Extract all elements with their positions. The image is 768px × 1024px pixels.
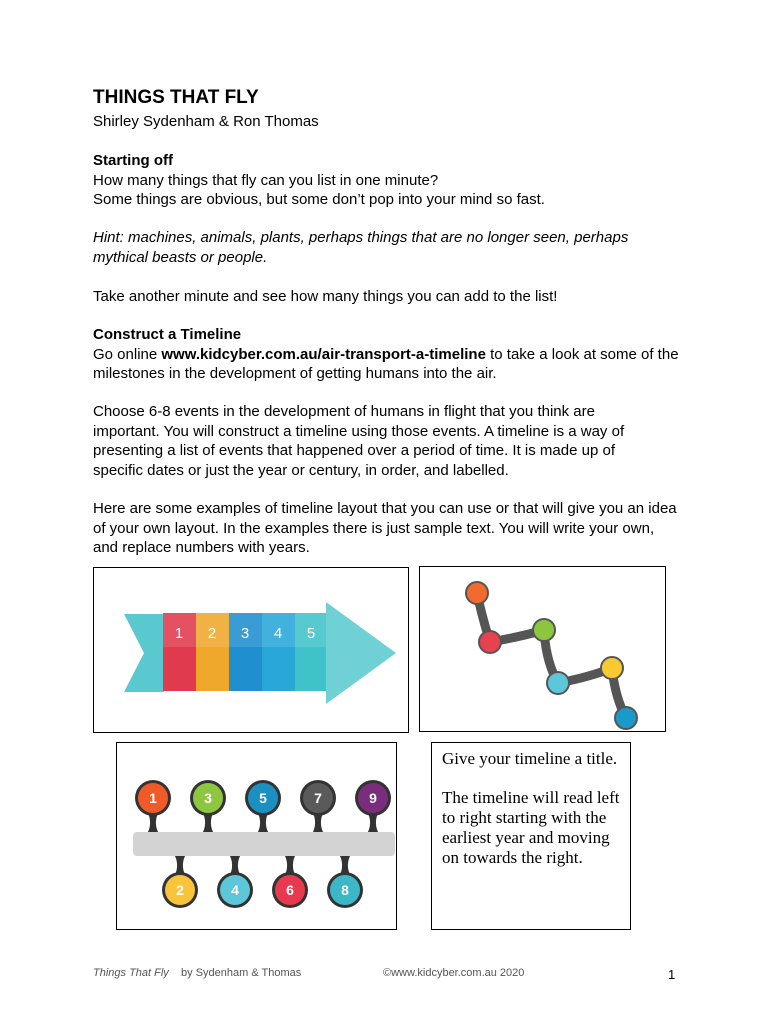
go-online-text: Go online [93, 345, 158, 363]
zigzag-dot [466, 582, 488, 604]
pin-number: 3 [204, 790, 212, 806]
footer-left [93, 967, 301, 979]
arrow-timeline-box [93, 567, 409, 733]
arrow-segment-number: 4 [273, 625, 283, 642]
choose-events-text: Choose 6-8 events in the development of humans in flight that you think are important. You will construct a timeline using those events. A timeline is a way of presenting a list of events that happened over a period of time. It is made up of specific dates or just the year or century, in order, and labelled. [93, 403, 625, 479]
go-online-paragraph [93, 345, 683, 384]
pin-number: 1 [149, 790, 157, 806]
arrow-segment-number: 2 [207, 625, 217, 642]
pin-number: 4 [231, 882, 239, 898]
pin-timeline-bar [133, 832, 395, 856]
note-direction-text: The timeline will read left to right starting with the earliest year and moving on towards the right. [442, 788, 620, 867]
pin-number: 7 [314, 790, 322, 806]
note-box [431, 742, 631, 930]
pin-timeline-graphic [117, 743, 397, 930]
construct-section [93, 325, 683, 384]
pin-timeline-box [116, 742, 397, 930]
timeline-link[interactable]: www.kidcyber.com.au/air-transport-a-timeline [161, 345, 486, 363]
construct-heading: Construct a Timeline [93, 326, 242, 343]
pin-number: 9 [369, 790, 377, 806]
starting-heading: Starting off [93, 152, 173, 169]
footer-copyright: ©www.kidcyber.com.au 2020 [383, 967, 525, 979]
page-number: 1 [668, 967, 676, 982]
footer-title: Things That Fly [93, 967, 169, 979]
starting-line-1: How many things that fly can you list in one minute? [93, 171, 439, 189]
pin-number: 6 [286, 882, 294, 898]
authors: Shirley Sydenham & Ron Thomas [93, 113, 319, 130]
zigzag-dot [533, 619, 555, 641]
pin-number: 5 [259, 790, 267, 806]
zigzag-dot [547, 672, 569, 694]
link-after-text: to take a look at some of the milestones in the development of getting humans into the air. [93, 345, 679, 382]
zigzag-dot [615, 707, 637, 729]
examples-section [93, 499, 678, 558]
another-minute-section [93, 287, 693, 307]
arrow-segments [163, 613, 328, 691]
zigzag-timeline-graphic [420, 567, 666, 732]
page-title: THINGS THAT FLY [93, 87, 259, 108]
starting-section [93, 151, 693, 210]
arrow-timeline-graphic [94, 568, 409, 733]
zigzag-path [477, 593, 626, 718]
hint-section [93, 228, 663, 267]
pin-number: 2 [176, 882, 184, 898]
zigzag-dot [601, 657, 623, 679]
choose-events-section [93, 402, 633, 480]
arrow-segment-number: 5 [306, 625, 316, 642]
zigzag-dot [479, 631, 501, 653]
arrow-head [326, 602, 396, 704]
hint-text: Hint: machines, animals, plants, perhaps things that are no longer seen, perhaps mythical beasts or people. [93, 229, 629, 266]
another-minute-text: Take another minute and see how many things you can add to the list! [93, 288, 558, 305]
note-title-text: Give your timeline a title. [442, 749, 618, 768]
arrow-segment-number: 3 [240, 625, 250, 642]
arrow-tail [124, 614, 164, 692]
examples-text: Here are some examples of timeline layout that you can use or that will give you an idea of your own layout. In the examples there is just sample text. You will write your own, and replace numbers with years. [93, 500, 677, 556]
arrow-segment-number: 1 [174, 625, 184, 642]
pin-number: 8 [341, 882, 349, 898]
footer-by: by Sydenham & Thomas [181, 967, 302, 979]
starting-line-2: Some things are obvious, but some don’t pop into your mind so fast. [93, 191, 545, 208]
zigzag-timeline-box [419, 566, 666, 732]
